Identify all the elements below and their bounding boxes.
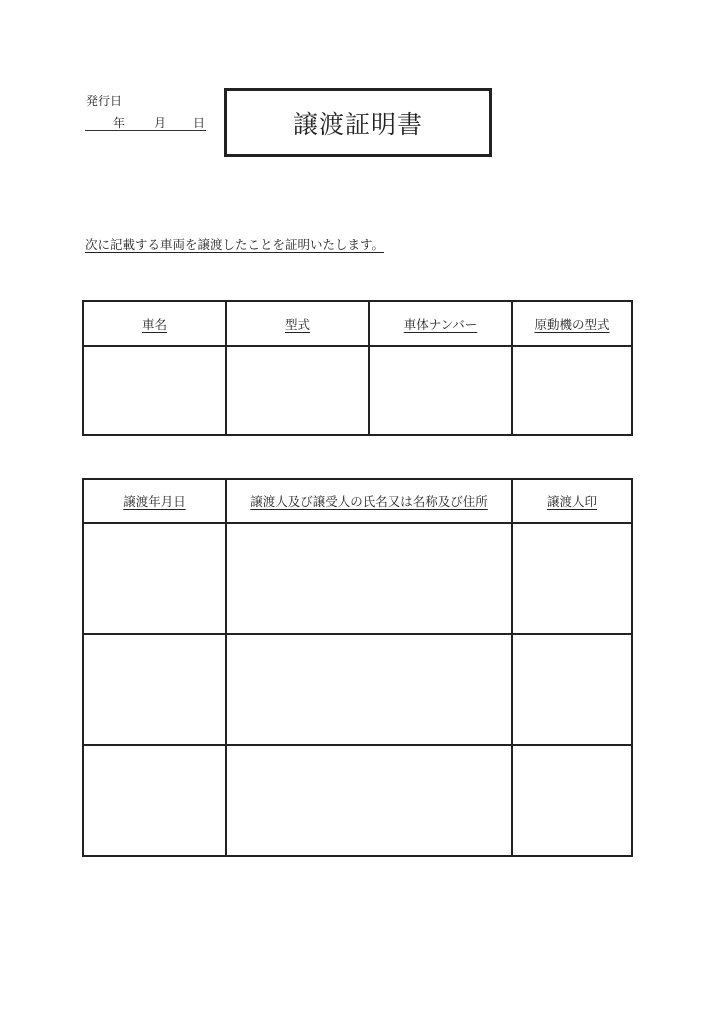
parties-cell[interactable] [226, 745, 512, 856]
transfer-date-cell[interactable] [83, 523, 226, 634]
year-label: 年 [113, 116, 126, 130]
vehicle-table [82, 300, 633, 436]
certification-statement: 次に記載する車両を譲渡したことを証明いたします。 [85, 237, 385, 252]
issue-date-label: 発行日 [86, 94, 123, 108]
seal-cell[interactable] [512, 745, 632, 856]
seal-cell[interactable] [512, 523, 632, 634]
engine-model-cell[interactable] [512, 346, 632, 435]
header-engine-model: 原動機の型式 [534, 316, 610, 332]
header-cell [512, 301, 632, 346]
header-seal: 譲渡人印 [546, 494, 597, 509]
header-transfer-date: 譲渡年月日 [123, 494, 186, 509]
document-title: 譲渡証明書 [224, 88, 492, 157]
model-cell[interactable] [226, 346, 369, 435]
issue-date-field[interactable] [85, 114, 206, 131]
header-cell [226, 301, 369, 346]
chassis-number-cell[interactable] [369, 346, 512, 435]
transfer-table [82, 478, 633, 857]
header-parties: 譲渡人及び譲受人の氏名又は名称及び住所 [250, 494, 488, 509]
table-row [83, 634, 632, 745]
month-label: 月 [154, 116, 167, 130]
seal-cell[interactable] [512, 634, 632, 745]
table-row [83, 745, 632, 856]
header-cell [512, 479, 632, 523]
header-model: 型式 [284, 316, 310, 332]
header-chassis-number: 車体ナンバー [403, 316, 478, 332]
table-row [83, 523, 632, 634]
parties-cell[interactable] [226, 523, 512, 634]
day-label: 日 [193, 116, 206, 130]
transfer-date-cell[interactable] [83, 634, 226, 745]
header-cell [369, 301, 512, 346]
header-cell [83, 301, 226, 346]
transfer-date-cell[interactable] [83, 745, 226, 856]
vehicle-name-cell[interactable] [83, 346, 226, 435]
parties-cell[interactable] [226, 634, 512, 745]
header-cell [83, 479, 226, 523]
header-vehicle-name: 車名 [141, 316, 167, 332]
header-cell [226, 479, 512, 523]
